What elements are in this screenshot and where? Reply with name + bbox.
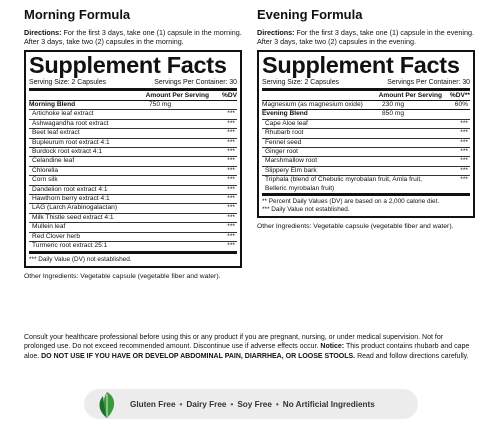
ingredient-name: Artichoke leaf extract	[32, 110, 94, 118]
ingredient-dv: ***	[460, 129, 468, 137]
ingredient-dv: ***	[227, 110, 235, 118]
ingredient-row	[262, 148, 470, 157]
ingredient-dv: ***	[227, 185, 235, 193]
ingredient-dv: ***	[460, 138, 468, 146]
ingredient-row	[29, 148, 237, 157]
ingredient-name: Hawthorn berry extract 4:1	[32, 195, 110, 203]
evening-directions	[257, 28, 475, 46]
ingredient-name: Corn silk	[32, 176, 58, 184]
badge-item: Soy Free	[237, 399, 272, 409]
blend-row	[29, 101, 237, 110]
ingredient-name: Dandelion root extract 4:1	[32, 185, 108, 193]
blend-amount: 850 mg	[382, 110, 404, 118]
column-header	[262, 91, 470, 101]
warning-text	[24, 333, 476, 361]
ingredient-dv: ***	[460, 166, 468, 174]
directions-text: For the first 3 days, take one (1) capsule in the evening. After 3 days, take two (2) capsules in the evening.	[257, 28, 474, 46]
free-from-badge	[84, 389, 418, 419]
dv-header: %DV	[221, 92, 237, 99]
blend-row	[262, 110, 470, 119]
percent-dv-footnote: ** Percent Daily Values (DV) are based on a 2,000 calorie diet.	[262, 198, 440, 206]
ingredient-name: LAG (Larch Arabinogalactan)	[32, 204, 118, 212]
ingredient-name: Bupleurum root extract 4:1	[32, 138, 110, 146]
ingredient-name: Cape Aloe leaf	[265, 119, 308, 127]
ingredient-row	[29, 110, 237, 119]
ingredient-name: Triphala (blend of Chebulic myrobalan fruit, Amla fruit, Belleric myrobalan fruit)	[265, 176, 422, 192]
ingredient-name: Milk Thistle seed extract 4:1	[32, 213, 114, 221]
badge-separator: •	[275, 399, 279, 409]
evening-formula-section	[257, 8, 475, 231]
ingredient-dv: ***	[227, 232, 235, 240]
column-header	[29, 91, 237, 101]
other-ingredients: Other Ingredients: Vegetable capsule (vegetable fiber and water).	[24, 272, 221, 280]
supplement-facts-heading: Supplement Facts	[262, 52, 460, 78]
ingredient-dv: ***	[460, 157, 468, 165]
ingredient-dv: ***	[460, 176, 468, 184]
ingredient-dv: ***	[227, 157, 235, 165]
ingredient-row	[29, 129, 237, 138]
amount-per-serving-header: Amount Per Serving	[145, 92, 209, 99]
directions-text: For the first 3 days, take one (1) capsule in the morning. After 3 days, take two (2) capsules in the morning.	[24, 28, 242, 46]
ingredient-dv: ***	[227, 129, 235, 137]
ingredient-dv: ***	[227, 242, 235, 250]
ingredient-dv: ***	[227, 213, 235, 221]
badge-separator: •	[179, 399, 183, 409]
ingredient-row	[29, 186, 237, 195]
ingredient-name: Marshmallow root	[265, 157, 318, 165]
serving-size: Serving Size: 2 Capsules	[262, 79, 339, 86]
ingredient-row	[262, 157, 470, 166]
dv-header: %DV**	[449, 92, 470, 99]
ingredient-dv: ***	[227, 119, 235, 127]
ingredient-row	[29, 176, 237, 185]
ingredient-dv: ***	[227, 148, 235, 156]
consult-text: Consult your healthcare professional before using this or any product if you are pregnant, nursing, or under medical supervision. Not for prolonged use. Do not exceed recommended amount. Discontinue use if adverse effects occur.	[24, 334, 444, 351]
ingredient-name: Chlorella	[32, 166, 59, 174]
ingredient-dv: ***	[227, 176, 235, 184]
mineral-form: (as magnesium oxide)	[297, 101, 363, 108]
other-ingredients: Other Ingredients: Vegetable capsule (vegetable fiber and water).	[257, 223, 454, 231]
ingredient-row	[262, 139, 470, 148]
directions-label: Directions:	[24, 28, 62, 37]
evening-formula-title: Evening Formula	[257, 7, 363, 22]
ingredient-name: Celandine leaf	[32, 157, 75, 165]
blend-name: Evening Blend	[262, 110, 308, 118]
ingredient-row	[29, 233, 237, 242]
ingredient-name: Turmeric root extract 25:1	[32, 242, 108, 250]
ingredient-name: Slippery Elm bark	[265, 166, 317, 174]
ingredient-row	[29, 167, 237, 176]
ingredient-row	[29, 157, 237, 166]
ingredient-row	[29, 120, 237, 129]
ingredient-name: Fennel seed	[265, 138, 302, 146]
badge-separator: •	[230, 399, 234, 409]
do-not-use-warning: DO NOT USE IF YOU HAVE OR DEVELOP ABDOMINAL PAIN, DIARRHEA, OR LOOSE STOOLS.	[41, 352, 356, 360]
ingredient-dv: ***	[460, 148, 468, 156]
follow-directions-text: Read and follow directions carefully.	[355, 352, 469, 360]
notice-label: Notice:	[320, 343, 345, 351]
supplement-facts-heading: Supplement Facts	[29, 52, 227, 78]
morning-formula-section	[24, 8, 242, 281]
mineral-amount: 230 mg	[382, 101, 404, 108]
ingredient-row	[262, 176, 470, 193]
badge-items	[130, 400, 375, 409]
dv-footnote: *** Daily Value (DV) not established.	[29, 255, 132, 263]
morning-directions	[24, 28, 242, 46]
servings-per-container: Servings Per Container: 30	[154, 79, 237, 86]
badge-item: No Artificial Ingredients	[282, 399, 375, 409]
ingredient-dv: ***	[227, 195, 235, 203]
blend-amount: 750 mg	[149, 101, 171, 108]
badge-item: Gluten Free	[130, 399, 176, 409]
mineral-name: Magnesium	[262, 101, 297, 108]
ingredient-row	[29, 223, 237, 232]
ingredient-dv: ***	[227, 166, 235, 174]
ingredient-row	[262, 129, 470, 138]
ingredient-dv: ***	[227, 138, 235, 146]
morning-supplement-facts-panel	[24, 50, 242, 268]
ingredient-dv: ***	[227, 223, 235, 231]
ingredient-name: Rhubarb root	[265, 129, 304, 137]
servings-per-container: Servings Per Container: 30	[387, 79, 470, 86]
ingredient-name: Ashwagandha root extract	[32, 119, 109, 127]
magnesium-row	[262, 101, 470, 110]
notice-text: This product contains rhubarb and cape aloe.	[24, 343, 470, 360]
leaf-icon	[92, 390, 122, 420]
ingredient-name: Burdock root extract 4:1	[32, 148, 103, 156]
serving-size: Serving Size: 2 Capsules	[29, 79, 106, 86]
ingredient-row	[262, 120, 470, 129]
ingredient-row	[29, 242, 237, 250]
ingredient-dv: ***	[227, 204, 235, 212]
morning-formula-title: Morning Formula	[24, 7, 131, 22]
ingredient-dv: ***	[460, 119, 468, 127]
mineral-dv: 60%	[454, 101, 468, 108]
serving-info	[29, 78, 237, 91]
ingredient-row	[29, 195, 237, 204]
blend-name: Morning Blend	[29, 101, 76, 108]
ingredient-row	[29, 204, 237, 213]
ingredient-name: Red Clover herb	[32, 232, 81, 240]
badge-item: Dairy Free	[186, 399, 227, 409]
dv-footnote: *** Daily Value not established.	[262, 206, 350, 214]
amount-per-serving-header: Amount Per Serving	[378, 92, 442, 99]
directions-label: Directions:	[257, 28, 295, 37]
ingredient-row	[262, 167, 470, 176]
evening-supplement-facts-panel	[257, 50, 475, 218]
ingredient-name: Ginger root	[265, 148, 298, 156]
ingredient-name: Mullein leaf	[32, 223, 66, 231]
serving-info	[262, 78, 470, 91]
ingredient-row	[29, 139, 237, 148]
ingredient-name: Beet leaf extract	[32, 129, 80, 137]
ingredient-row	[29, 214, 237, 223]
